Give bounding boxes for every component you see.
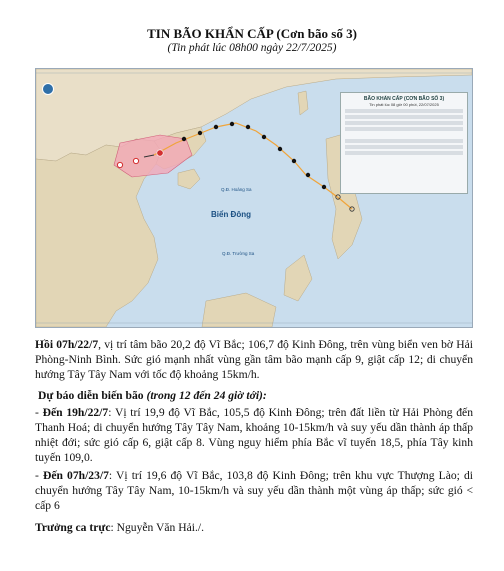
current-text: , vị trí tâm bão 20,2 độ Vĩ Bắc; 106,7 độ Kinh Đông, trên vùng biển ven bờ Hải Phòng-Ninh Bình. Sức gió mạnh nhất vùng gần tâm bão mạnh cấp 9, giật cấp 12; di chuyển hướng Tây Tây Nam với tốc độ khoảng 15km/h.	[35, 338, 474, 381]
forecast-item-1-time: Đến 19h/22/7	[42, 406, 109, 419]
forecast-heading	[38, 388, 476, 403]
legend-table-row	[345, 115, 463, 119]
legend-table-row	[345, 121, 463, 125]
forecast-item-2-time: Đến 07h/23/7	[42, 469, 109, 482]
legend-symbol-row	[345, 139, 463, 143]
signature-label: Trưởng ca trực	[35, 521, 111, 534]
legend-table-row	[345, 127, 463, 131]
forecast-item-2: - Đến 07h/23/7: Vị trí 19,6 độ Vĩ Bắc, 103,8 độ Kinh Đông; trên khu vực Thượng Lào; di chuyển hướng Tây Tây Nam, 10-15km/h và suy yếu dần thành một vùng áp thấp; sức gió < cấp 6	[35, 469, 473, 512]
signature-name: : Nguyễn Văn Hải./.	[110, 521, 204, 534]
current-time: Hồi 07h/22/7	[35, 338, 99, 351]
legend-symbol-row	[345, 151, 463, 155]
truong-sa-label: Q.Đ. Trường Sa	[222, 251, 255, 256]
forecast-item-1-text: : Vị trí 19,9 độ Vĩ Bắc, 105,5 độ Kinh Đông; trên đất liền từ Hải Phòng đến Thanh Hoá; di chuyển hướng Tây Tây Nam, khoảng 10-15km/h và suy yếu dần thành áp thấp nhiệt đới; sức gió cấp 6, giật cấp 8. Vùng nguy hiểm phía Bắc vĩ tuyến 18,5, phía Tây kinh tuyến 109,0.	[35, 406, 473, 464]
forecast-item-2-text: : Vị trí 19,6 độ Vĩ Bắc, 103,8 độ Kinh Đông; trên khu vực Thượng Lào; di chuyển hướng Tây Tây Nam, 10-15km/h và suy yếu dần thành một vùng áp thấp; sức gió < cấp 6	[35, 469, 473, 512]
legend-title: BÃO KHẨN CẤP (CƠN BÃO SỐ 3)	[363, 96, 445, 102]
map-legend	[340, 92, 468, 194]
bulletin-subtitle: (Tin phát lúc 08h00 ngày 22/7/2025)	[167, 42, 337, 54]
sea-label: Biển Đông	[211, 210, 251, 219]
agency-logo-text	[56, 81, 57, 86]
legend-symbol-row	[345, 145, 463, 149]
bulletin-title: TIN BÃO KHẨN CẤP (Cơn bão số 3)	[147, 26, 357, 41]
signature-line	[35, 520, 473, 535]
forecast-item-1: - Đến 19h/22/7: Vị trí 19,9 độ Vĩ Bắc, 105,5 độ Kinh Đông; trên đất liền từ Hải Phòng đến Thanh Hoá; di chuyển hướng Tây Tây Nam, khoảng 10-15km/h và suy yếu dần thành áp thấp nhiệt đới; sức gió cấp 6, giật cấp 8. Vùng nguy hiểm phía Bắc vĩ tuyến 18,5, phía Tây kinh tuyến 109,0.	[35, 406, 473, 464]
forecast-heading-note: (trong 12 đến 24 giờ tới):	[146, 389, 267, 402]
legend-table-row	[345, 109, 463, 113]
forecast-heading-label: Dự báo diễn biến bão	[38, 389, 144, 402]
current-position-paragraph	[35, 337, 473, 382]
agency-logo-icon	[42, 83, 54, 95]
legend-subtitle: Tin phát lúc 08 giờ 00 phút, 22/07/2025	[369, 102, 439, 107]
hoang-sa-label: Q.Đ. Hoàng Sa	[221, 187, 252, 192]
